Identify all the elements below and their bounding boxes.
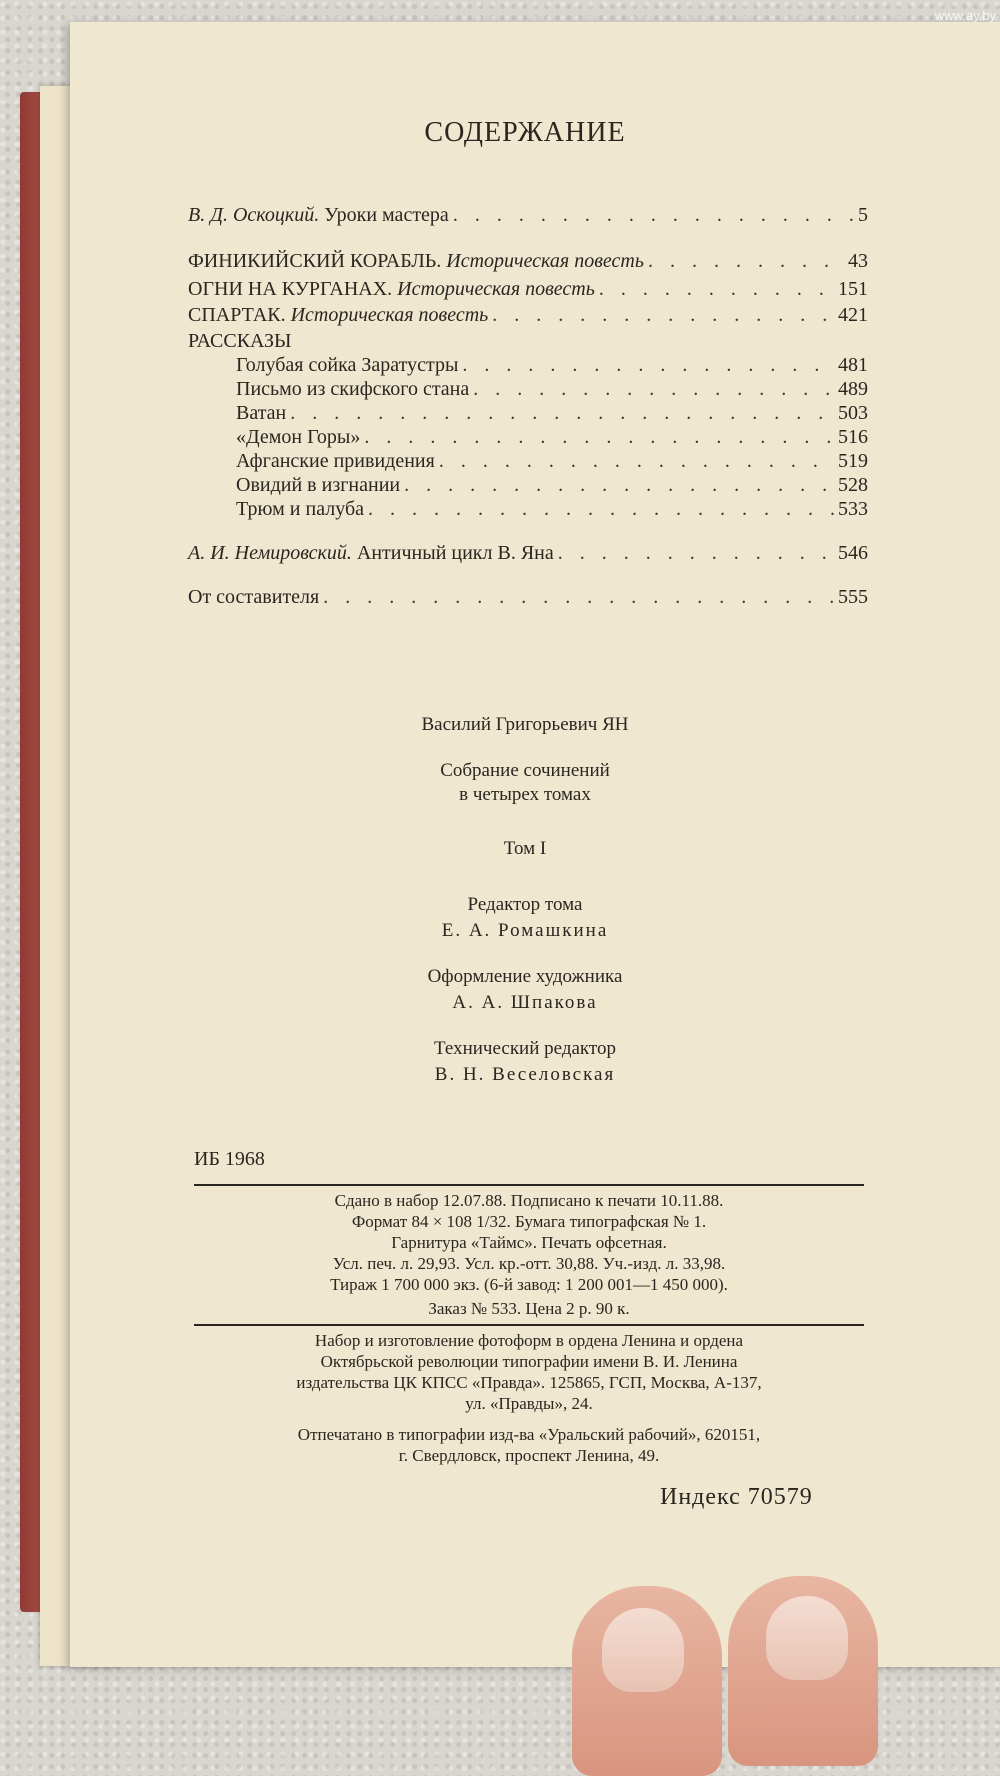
toc-page-number: 5	[858, 204, 868, 226]
divider-top	[194, 1184, 864, 1186]
toc-entry-text: Античный цикл В. Яна	[356, 542, 554, 564]
editor-role: Редактор тома	[467, 894, 583, 915]
page-title: СОДЕРЖАНИЕ	[424, 117, 626, 148]
printer-line: Набор и изготовление фотоформ в ордена Ленина и ордена	[314, 1331, 744, 1350]
toc-entry	[236, 450, 868, 476]
toc-page-number: 533	[838, 498, 868, 520]
print-line: Гарнитура «Таймс». Печать офсетная.	[391, 1233, 667, 1252]
ib-number: ИБ 1968	[194, 1148, 265, 1170]
print-line: Усл. печ. л. 29,93. Усл. кр.-отт. 30,88. Уч.-изд. л. 33,98.	[332, 1254, 726, 1273]
printed-line: Отпечатано в типографии изд-ва «Уральский рабочий», 620151,	[297, 1425, 761, 1444]
toc-entry-subtitle: Историческая повесть	[397, 278, 595, 300]
toc-page-number: 516	[838, 426, 868, 448]
watermark: www.ay.by	[934, 8, 996, 23]
collection-line-2: в четырех томах	[459, 784, 591, 805]
toc-entry-text: Письмо из скифского стана	[236, 378, 470, 400]
toc-leader-dots	[439, 450, 834, 473]
toc-leader-dots	[453, 204, 854, 227]
toc-entry	[236, 426, 868, 452]
toc-entry	[236, 498, 868, 524]
toc-entry-title	[188, 250, 644, 273]
toc-page-number: 528	[838, 474, 868, 496]
toc-entry-text: ОГНИ НА КУРГАНАХ.	[188, 278, 393, 300]
toc-entry-title	[236, 354, 458, 377]
print-line: Тираж 1 700 000 экз. (6-й завод: 1 200 001—1 450 000).	[330, 1275, 728, 1294]
toc-entry-title	[236, 474, 400, 497]
tech-editor-name: В. Н. Веселовская	[434, 1064, 616, 1085]
toc-leader-dots	[492, 304, 834, 327]
toc-entry-text: РАССКАЗЫ	[188, 330, 292, 352]
toc-entry-title	[188, 278, 595, 301]
toc-leader-dots	[558, 542, 834, 565]
toc-entry-author: В. Д. Оскоцкий.	[188, 204, 320, 226]
toc-page-number: 481	[838, 354, 868, 376]
toc-entry-title	[236, 498, 364, 521]
toc-page-number: 43	[848, 250, 868, 272]
toc-entry	[188, 304, 868, 330]
finger	[572, 1586, 722, 1776]
print-line: Сдано в набор 12.07.88. Подписано к печати 10.11.88.	[334, 1191, 724, 1210]
toc-leader-dots	[290, 402, 834, 425]
toc-entry	[236, 474, 868, 500]
printer-line: ул. «Правды», 24.	[465, 1394, 593, 1413]
toc-entry	[188, 330, 868, 356]
toc-entry-title	[236, 402, 286, 425]
tech-editor-role: Технический редактор	[434, 1038, 616, 1059]
toc-entry-title	[236, 378, 469, 401]
toc-leader-dots	[648, 250, 844, 273]
toc-leader-dots	[404, 474, 834, 497]
print-line: Формат 84 × 108 1/32. Бумага типографская № 1.	[351, 1212, 707, 1231]
toc-page-number: 489	[838, 378, 868, 400]
toc-entry-text: «Демон Горы»	[236, 426, 361, 448]
printer-line: издательства ЦК КПСС «Правда». 125865, ГСП, Москва, А-137,	[296, 1373, 762, 1392]
toc-entry-text: Ватан	[236, 402, 287, 424]
artist-role: Оформление художника	[427, 966, 623, 987]
toc-entry	[236, 378, 868, 404]
toc-entry	[188, 586, 868, 612]
toc-entry-title	[188, 204, 449, 227]
toc-page-number: 421	[838, 304, 868, 326]
toc-leader-dots	[599, 278, 834, 301]
toc-entry-text: СПАРТАК.	[188, 304, 286, 326]
toc-leader-dots	[473, 378, 834, 401]
finger	[728, 1576, 878, 1766]
toc-entry-text: Трюм и палуба	[236, 498, 365, 520]
toc-page-number: 519	[838, 450, 868, 472]
volume-number: Том I	[503, 838, 547, 859]
toc-leader-dots	[462, 354, 834, 377]
toc-entry-title	[188, 586, 319, 609]
toc-entry-title	[188, 542, 554, 565]
index-number: Индекс 70579	[660, 1484, 813, 1510]
order-line: Заказ № 533. Цена 2 р. 90 к.	[428, 1299, 630, 1318]
toc-page-number: 546	[838, 542, 868, 564]
toc-entry-title	[188, 304, 488, 327]
printed-line: г. Свердловск, проспект Ленина, 49.	[398, 1446, 660, 1465]
toc-entry	[188, 278, 868, 304]
printer-line: Октябрьской революции типографии имени В. И. Ленина	[320, 1352, 738, 1371]
toc-entry	[236, 402, 868, 428]
toc-entry	[236, 354, 868, 380]
toc-entry-text: От составителя	[188, 586, 320, 608]
toc-entry	[188, 204, 868, 230]
toc-entry	[188, 250, 868, 276]
toc-entry-text: Голубая сойка Заратустры	[236, 354, 459, 376]
toc-entry-subtitle: Историческая повесть	[446, 250, 644, 272]
editor-name: Е. А. Ромашкина	[441, 920, 609, 941]
toc-entry	[188, 542, 868, 568]
toc-entry-text: ФИНИКИЙСКИЙ КОРАБЛЬ.	[188, 250, 442, 272]
toc-page-number: 555	[838, 586, 868, 608]
toc-entry-title	[188, 330, 291, 353]
toc-leader-dots	[368, 498, 834, 521]
author-name: Василий Григорьевич ЯН	[421, 714, 629, 735]
toc-entry-text: Уроки мастера	[324, 204, 449, 226]
collection-line-1: Собрание сочинений	[440, 760, 610, 781]
toc-page-number: 503	[838, 402, 868, 424]
toc-entry-author: А. И. Немировский.	[188, 542, 352, 564]
divider-bottom	[194, 1324, 864, 1326]
toc-entry-title	[236, 426, 360, 449]
toc-leader-dots	[323, 586, 834, 609]
artist-name: А. А. Шпакова	[452, 992, 598, 1013]
book-page	[70, 22, 1000, 1667]
toc-entry-text: Овидий в изгнании	[236, 474, 401, 496]
toc-entry-text: Афганские привидения	[236, 450, 435, 472]
fingernail	[766, 1596, 848, 1680]
toc-entry-title	[236, 450, 435, 473]
toc-leader-dots	[364, 426, 834, 449]
fingernail	[602, 1608, 684, 1692]
toc-page-number: 151	[838, 278, 868, 300]
toc-entry-subtitle: Историческая повесть	[290, 304, 489, 326]
